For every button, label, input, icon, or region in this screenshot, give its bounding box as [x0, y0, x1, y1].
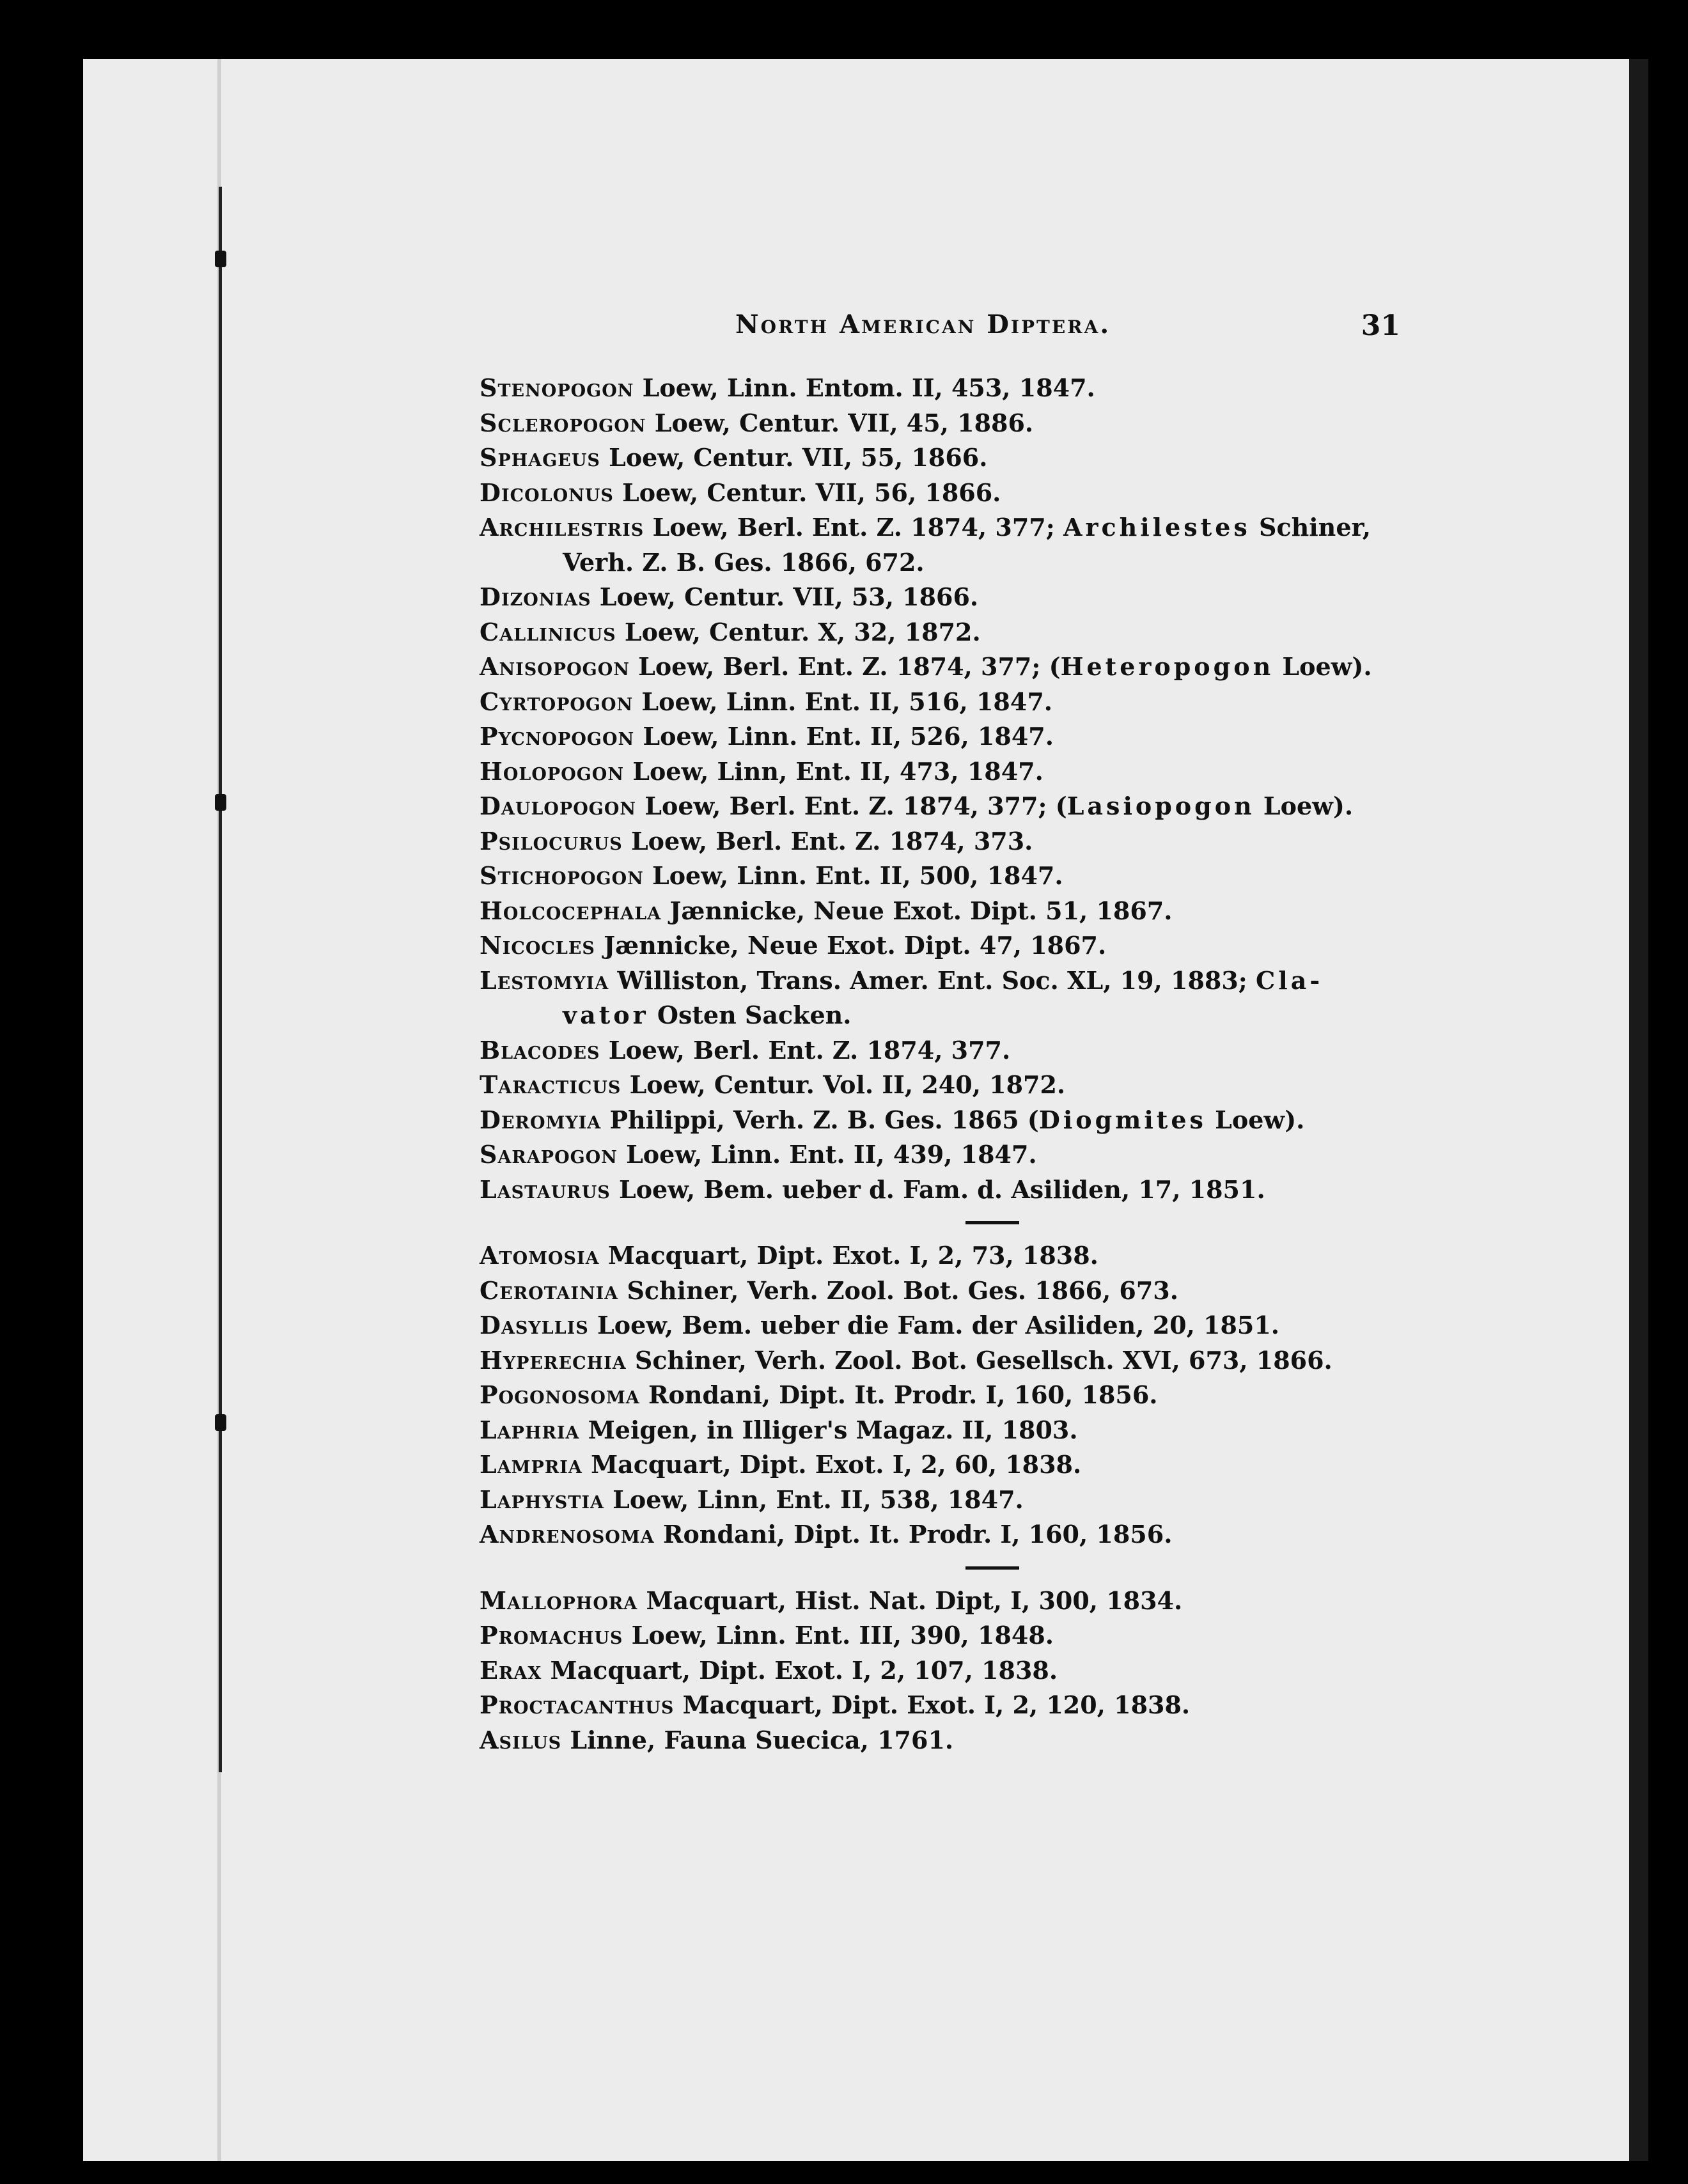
genus-entry — [480, 1723, 1490, 1758]
genus-name: Blacodes — [480, 1035, 600, 1065]
citation-text: Loew, Bem. ueber d. Fam. d. Asiliden, 17, 1851. — [610, 1174, 1265, 1204]
citation-text: Schiner, Verh. Zool. Bot. Gesellsch. XVI, 673, 1866. — [626, 1345, 1332, 1375]
citation-text: Loew, Centur. VII, 53, 1866. — [591, 582, 979, 611]
citation-text: Jænnicke, Neue Exot. Dipt. 47, 1867. — [595, 931, 1107, 960]
genus-entry — [480, 685, 1490, 720]
binding-cord — [219, 187, 222, 1772]
citation-text: Loew, Linn. Ent. III, 390, 1848. — [623, 1621, 1054, 1650]
genus-name: Dasyllis — [480, 1311, 589, 1339]
genus-name: Lestomyia — [480, 965, 609, 995]
genus-entry — [480, 441, 1490, 476]
genus-entry — [480, 1137, 1490, 1173]
citation-text: Loew, Berl. Ent. Z. 1874, 377; ( — [636, 792, 1067, 820]
page-right-edge — [1629, 59, 1648, 2161]
synonym-name: vator — [563, 1001, 649, 1029]
synonym-name: Cla- — [1256, 965, 1324, 995]
genus-name: Asilus — [480, 1725, 562, 1754]
citation-text: Macquart, Hist. Nat. Dipt, I, 300, 1834. — [637, 1586, 1183, 1615]
citation-text: Loew, Berl. Ent. Z. 1874, 373. — [622, 826, 1033, 855]
citation-text: Loew, Centur. VII, 55, 1866. — [600, 443, 988, 472]
genus-name: Atomosia — [480, 1241, 600, 1270]
genus-entry — [480, 1584, 1490, 1619]
book-page — [83, 59, 1648, 2161]
citation-text: Philippi, Verh. Z. B. Ges. 1865 ( — [601, 1105, 1039, 1134]
binding-thread — [215, 187, 226, 1772]
genus-entry — [480, 789, 1490, 824]
genus-name: Lastaurus — [480, 1174, 611, 1204]
genus-entry — [480, 754, 1490, 790]
citation-text: Williston, Trans. Amer. Ent. Soc. XL, 19, 1883; — [609, 965, 1256, 995]
genus-entry — [480, 1447, 1490, 1483]
genus-entry — [480, 894, 1490, 929]
genus-name: Scleropogon — [480, 408, 646, 437]
genus-name: Stichopogon — [480, 861, 644, 890]
citation-tail: Loew). — [1206, 1105, 1305, 1134]
genus-name: Pycnopogon — [480, 722, 635, 751]
citation-text: Macquart, Dipt. Exot. I, 2, 120, 1838. — [674, 1690, 1191, 1719]
genus-entry — [480, 1378, 1490, 1413]
genus-name: Hyperechia — [480, 1345, 627, 1375]
citation-text: Rondani, Dipt. It. Prodr. I, 160, 1856. — [654, 1520, 1173, 1548]
genus-entry — [480, 1653, 1490, 1689]
genus-entry — [480, 580, 1490, 615]
genus-name: Stenopogon — [480, 373, 634, 402]
genus-name: Dizonias — [480, 582, 591, 611]
citation-text: Loew, Centur. X, 32, 1872. — [616, 617, 981, 646]
genus-name: Holopogon — [480, 756, 625, 786]
binding-knot — [215, 794, 226, 811]
running-head-title: North American Diptera. — [735, 309, 1111, 339]
section-divider — [965, 1221, 1019, 1224]
citation-text: Loew, Centur. VII, 45, 1886. — [646, 408, 1034, 437]
genus-entry — [480, 650, 1490, 685]
genus-name: Deromyia — [480, 1105, 602, 1134]
genus-entry — [480, 615, 1490, 650]
genus-entry — [480, 963, 1490, 999]
genus-name: Callinicus — [480, 617, 616, 646]
genus-name: Cerotainia — [480, 1275, 619, 1305]
genus-entry — [480, 1483, 1490, 1518]
citation-tail: Loew). — [1254, 792, 1354, 820]
binding-knot — [215, 251, 226, 267]
citation-text: Loew, Linn. Ent. II, 516, 1847. — [633, 687, 1052, 716]
citation-text: Loew, Linn. Entom. II, 453, 1847. — [634, 373, 1095, 402]
genus-entry — [480, 476, 1490, 511]
citation-text: Loew, Linn. Ent. II, 500, 1847. — [643, 861, 1063, 890]
entry-continuation — [480, 545, 1490, 581]
genus-name: Mallophora — [480, 1586, 638, 1615]
citation-text: Loew, Berl. Ent. Z. 1874, 377; — [644, 513, 1063, 542]
citation-tail: Loew). — [1274, 652, 1372, 681]
section-divider — [965, 1566, 1019, 1570]
genus-entry — [480, 928, 1490, 963]
citation-text: Loew, Linn, Ent. II, 473, 1847. — [624, 756, 1043, 786]
citation-text: Loew, Centur. VII, 56, 1866. — [613, 478, 1001, 507]
genus-entry — [480, 1413, 1490, 1448]
citation-text: Osten Sacken. — [648, 1001, 852, 1029]
running-head — [735, 309, 1400, 348]
citation-text: Loew, Centur. Vol. II, 240, 1872. — [621, 1070, 1066, 1099]
citation-text: Loew, Linn, Ent. II, 538, 1847. — [604, 1485, 1024, 1514]
genus-entry — [480, 1517, 1490, 1552]
genus-name: Promachus — [480, 1621, 623, 1650]
citation-text: Macquart, Dipt. Exot. I, 2, 107, 1838. — [542, 1655, 1058, 1685]
genus-name: Andrenosoma — [480, 1520, 655, 1548]
citation-text: Loew, Linn. Ent. II, 526, 1847. — [634, 722, 1054, 751]
genus-name: Nicocles — [480, 931, 595, 960]
genus-name: Daulopogon — [480, 792, 637, 820]
genus-name: Sphageus — [480, 443, 600, 472]
citation-text: Loew, Bem. ueber die Fam. der Asiliden, 20, 1851. — [588, 1311, 1280, 1339]
synonym-name: Lasiopogon — [1067, 792, 1255, 820]
genus-name: Proctacanthus — [480, 1690, 675, 1719]
genus-entry — [480, 1343, 1490, 1378]
citation-text: Loew, Linn. Ent. II, 439, 1847. — [617, 1140, 1037, 1169]
genus-name: Laphria — [480, 1415, 580, 1444]
genus-entry — [480, 1103, 1490, 1138]
genus-name: Cyrtopogon — [480, 687, 634, 716]
genus-name: Psilocurus — [480, 826, 623, 855]
synonym-name: Diogmites — [1038, 1105, 1207, 1134]
citation-text: Linne, Fauna Suecica, 1761. — [561, 1725, 954, 1754]
genus-name: Laphystia — [480, 1485, 604, 1514]
genus-entry — [480, 510, 1490, 545]
genus-entry — [480, 1308, 1490, 1343]
genus-entry — [480, 1688, 1490, 1723]
citation-text: Schiner, Verh. Zool. Bot. Ges. 1866, 673. — [618, 1275, 1178, 1305]
citation-text: Verh. Z. B. Ges. 1866, 672. — [563, 547, 925, 577]
genus-entry — [480, 1068, 1490, 1103]
genus-name: Archilestris — [480, 513, 645, 542]
genus-name: Pogonosoma — [480, 1380, 640, 1409]
genus-name: Anisopogon — [480, 652, 630, 681]
binding-knot — [215, 1414, 226, 1431]
genus-entry — [480, 719, 1490, 754]
genus-entry — [480, 1618, 1490, 1653]
genus-entry — [480, 859, 1490, 894]
genus-entry — [480, 371, 1490, 406]
citation-text: Rondani, Dipt. It. Prodr. I, 160, 1856. — [639, 1380, 1158, 1409]
entry-continuation — [480, 998, 1490, 1033]
citation-text: Loew, Berl. Ent. Z. 1874, 377; ( — [629, 652, 1061, 681]
synonym-name: Archilestes — [1063, 513, 1251, 542]
citation-text: Meigen, in Illiger's Magaz. II, 1803. — [579, 1415, 1078, 1444]
genus-name: Sarapogon — [480, 1140, 618, 1169]
genus-entry — [480, 1238, 1490, 1274]
genus-name: Holcocephala — [480, 896, 662, 925]
page-number: 31 — [1361, 309, 1400, 342]
genus-name: Lampria — [480, 1450, 582, 1479]
genus-name: Taracticus — [480, 1070, 621, 1099]
citation-text: Loew, Berl. Ent. Z. 1874, 377. — [600, 1035, 1011, 1065]
synonym-name: Heteropogon — [1060, 652, 1274, 681]
genus-entry — [480, 1274, 1490, 1309]
genus-entry — [480, 824, 1490, 859]
genus-entry — [480, 1173, 1490, 1208]
genus-entry — [480, 1033, 1490, 1068]
citation-text: Macquart, Dipt. Exot. I, 2, 73, 1838. — [599, 1241, 1098, 1270]
genus-name: Dicolonus — [480, 478, 614, 507]
citation-text: Macquart, Dipt. Exot. I, 2, 60, 1838. — [582, 1450, 1082, 1479]
citation-text: Jænnicke, Neue Exot. Dipt. 51, 1867. — [661, 896, 1173, 925]
genus-list — [480, 371, 1490, 1758]
genus-entry — [480, 406, 1490, 441]
citation-tail: Schiner, — [1250, 513, 1371, 542]
genus-name: Erax — [480, 1655, 542, 1685]
